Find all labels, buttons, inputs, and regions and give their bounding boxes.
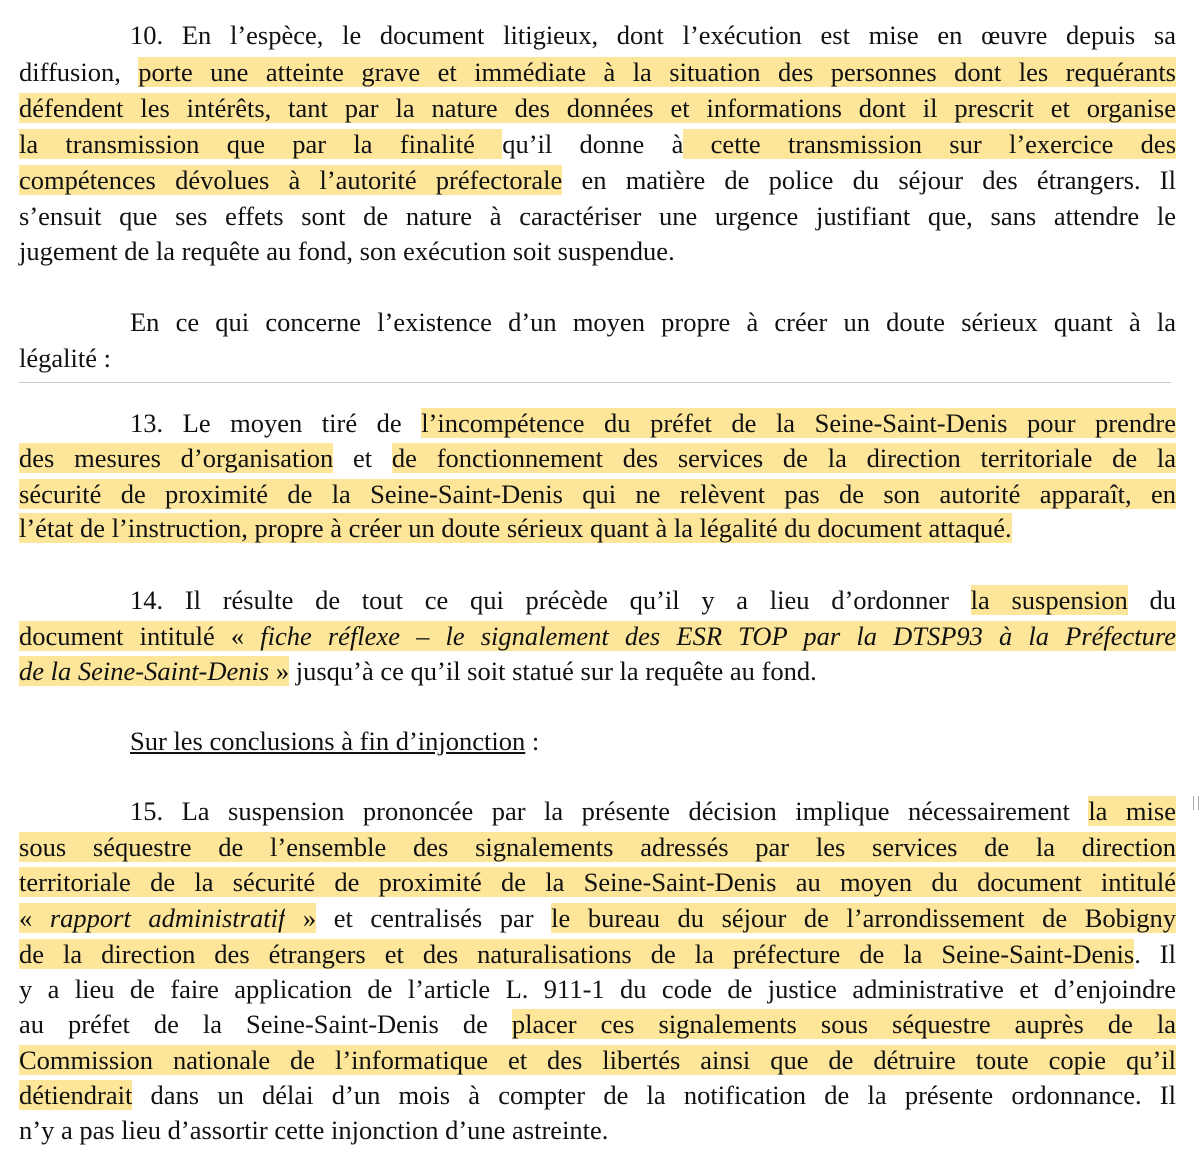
highlight: nationale de l’informatique et des libertés ainsi que de détruire toute copie qu’il	[153, 1045, 1176, 1075]
underlined-heading: Sur les conclusions à fin d’injonction	[130, 726, 526, 756]
highlight: »	[285, 903, 317, 933]
para15-line-2	[19, 829, 1176, 865]
para15-line-5: de la direction des étrangers et des naturalisations de la préfecture de la Seine-Saint-Denis. Il	[19, 939, 1176, 969]
highlight-italic: de la Seine-Saint-Denis	[19, 656, 270, 686]
highlight-italic: fiche réflexe – le signalement des ESR TOP par la DTSP93 à la Préfecture	[260, 621, 1177, 651]
highlight: le bureau du séjour de l’arrondissement de Bobigny	[551, 903, 1176, 933]
highlight: territoriale de la sécurité de proximité de la Seine-Saint-Denis au moyen du document intitulé	[19, 867, 1176, 897]
para15-line-8	[19, 1042, 1176, 1078]
para15-line-3	[19, 864, 1176, 900]
para15-line-6: y a lieu de faire application de l’article L. 911-1 du code de justice administrative et d’enjoindre	[19, 974, 1176, 1004]
para10-line-7: jugement de la requête au fond, son exécution soit suspendue.	[19, 236, 675, 266]
para14-line-2	[19, 618, 1176, 654]
highlight: sécurité de proximité de la Seine-Saint-Denis qui ne relèvent pas de son autorité apparaît, en	[19, 479, 1176, 509]
para15-line-10: n’y a pas lieu d’assortir cette injonction d’une astreinte.	[19, 1115, 609, 1145]
para15-line-4: « rapport administratif » et centralisés par le bureau du séjour de l’arrondissement de Bobigny	[19, 903, 1176, 933]
highlight: sous séquestre de l’ensemble	[19, 832, 387, 862]
highlight: des mesures	[19, 443, 161, 473]
highlight: l’incompétence du préfet de la Seine-Saint-Denis pour prendre	[421, 408, 1176, 438]
margin-mark	[1193, 796, 1199, 810]
section-divider	[19, 382, 1171, 383]
para15-line-9: détiendrait dans un délai d’un mois à compter de la notification de la présente ordonnance. Il	[19, 1080, 1176, 1110]
para10-line-4: la transmission que par la finalité qu’il donne à cette transmission sur l’exercice des	[19, 129, 1177, 159]
doubt-heading-line-2: légalité :	[19, 343, 111, 373]
para10-line-5: compétences dévolues à l’autorité préfectorale en matière de police du séjour des étrangers. Il	[19, 165, 1176, 195]
highlight: cette transmission sur l’exercice des	[683, 129, 1177, 159]
highlight: Commission	[19, 1045, 154, 1075]
highlight: défendent les intérêts, tant par la nature des données et informations dont il prescrit et organise	[19, 93, 1176, 123]
para14-line-3: de la Seine-Saint-Denis » jusqu’à ce qu’il soit statué sur la requête au fond.	[19, 656, 817, 686]
para13-line-2: des mesures d’organisation et de fonctionnement des services de la direction territoriale de la	[19, 443, 1176, 473]
highlight: la suspension	[970, 585, 1128, 615]
highlight: détiendrait	[19, 1080, 133, 1110]
highlight: «	[19, 903, 50, 933]
para13-line-3	[19, 476, 1176, 512]
highlight: porte une atteinte grave et immédiate à la situation des personnes dont les requérants	[138, 57, 1176, 87]
highlight: »	[269, 656, 290, 686]
highlight: placer ces signalements sous séquestre auprès de la	[511, 1009, 1176, 1039]
highlight: l’état de l’instruction,	[19, 513, 248, 543]
para10-line-2: diffusion, porte une atteinte grave et immédiate à la situation des personnes dont les requérants	[19, 57, 1176, 87]
para10-line-6: s’ensuit que ses effets sont de nature à caractériser une urgence justifiant que, sans attendre le	[19, 201, 1176, 231]
highlight: propre à créer un doute sérieux quant à la légalité du document attaqué.	[247, 513, 1012, 543]
doubt-heading-line-1: En ce qui concerne l’existence d’un moyen propre à créer un doute sérieux quant à la	[130, 307, 1176, 337]
para14-line-1: 14. Il résulte de tout ce qui précède qu’il y a lieu d’ordonner la suspension du	[130, 585, 1177, 615]
highlight: des signalements adressés par les services de la direction	[386, 832, 1176, 862]
para13-line-4	[19, 510, 1176, 546]
injunction-heading: Sur les conclusions à fin d’injonction :	[130, 726, 540, 756]
para10-line-1: 10. En l’espèce, le document litigieux, dont l’exécution est mise en œuvre depuis sa	[130, 20, 1176, 50]
highlight: document intitulé «	[19, 621, 261, 651]
highlight-italic: rapport administratif	[49, 903, 286, 933]
para15-line-7: au préfet de la Seine-Saint-Denis de placer ces signalements sous séquestre auprès de la	[19, 1009, 1176, 1039]
highlight: compétences dévolues à l’autorité préfectorale	[19, 165, 563, 195]
highlight: d’organisation	[160, 443, 334, 473]
highlight: de la direction des étrangers et des naturalisations de la préfecture de la Seine-Saint-Denis	[19, 939, 1135, 969]
highlight: de fonctionnement des services de la direction territoriale de la	[391, 443, 1176, 473]
para15-line-1: 15. La suspension prononcée par la présente décision implique nécessairement la mise	[130, 796, 1176, 826]
highlight: la mise	[1088, 796, 1176, 826]
para13-line-1: 13. Le moyen tiré de l’incompétence du préfet de la Seine-Saint-Denis pour prendre	[130, 408, 1176, 438]
highlight: la transmission que par la finalité	[19, 129, 503, 159]
para10-line-3	[19, 90, 1176, 126]
